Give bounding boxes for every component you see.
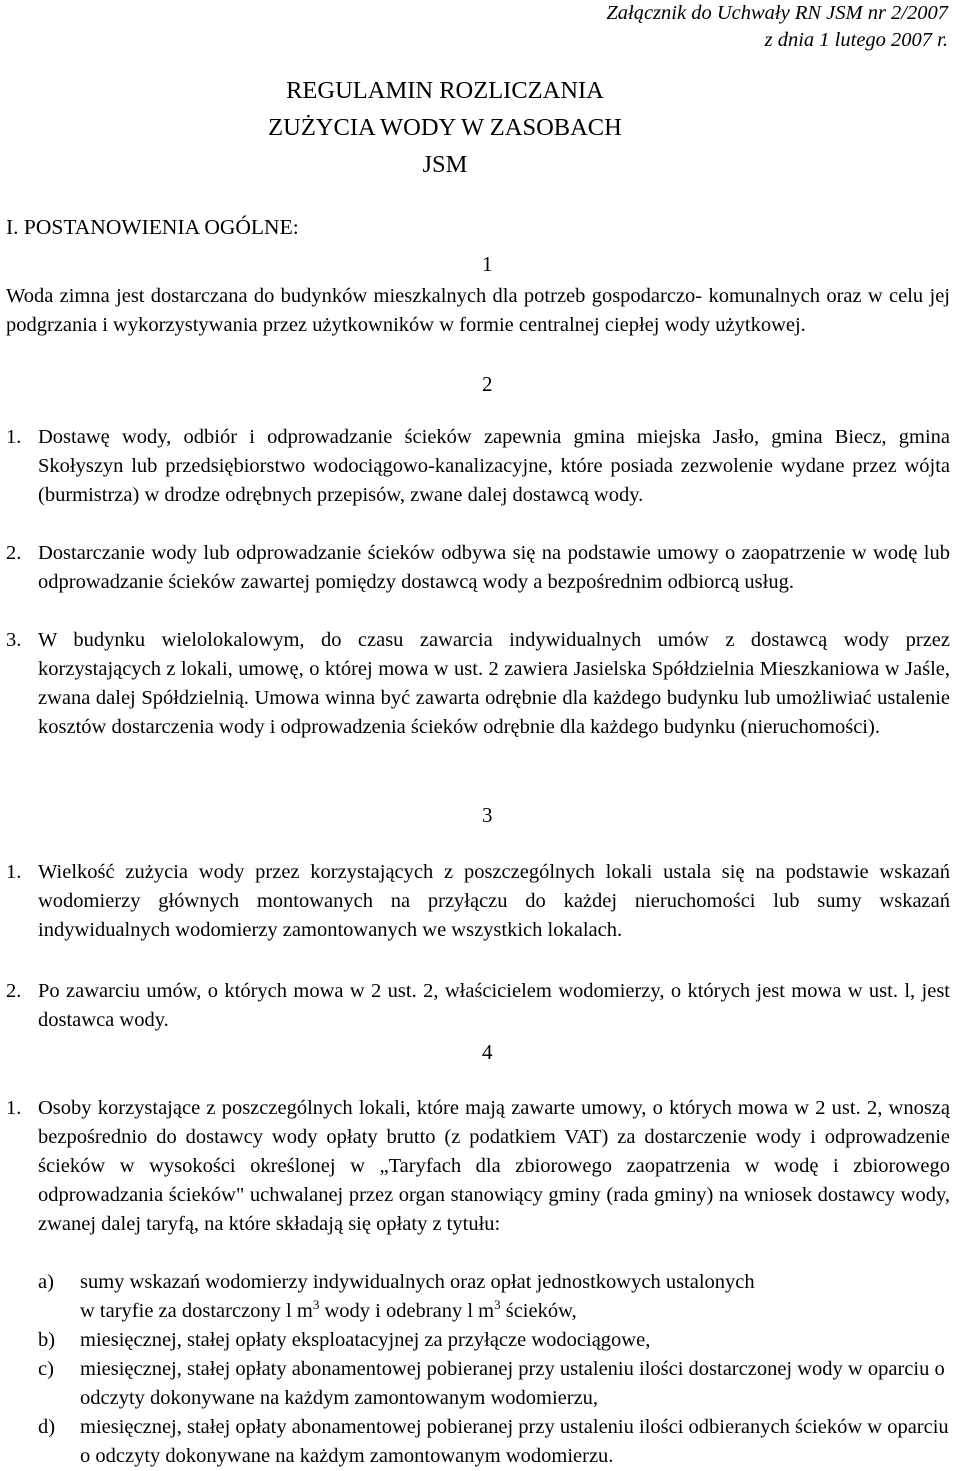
sub-item-a-line-2 xyxy=(80,1297,954,1326)
sub-item-text: miesięcznej, stałej opłaty abonamentowej pobieranej przy ustaleniu ilości dostarczonej wody w oparciu o odczyty dokonywane na każdym zamontowanym wodomierzu, xyxy=(80,1358,945,1409)
sub-item-text xyxy=(80,1268,954,1326)
annex-line-1: Załącznik do Uchwały RN JSM nr 2/2007 xyxy=(606,2,948,24)
list-item xyxy=(6,423,950,510)
list-item-number: 1. xyxy=(6,426,22,448)
list-item xyxy=(6,977,950,1035)
sub-item-label: a) xyxy=(38,1271,54,1293)
list-item xyxy=(6,1094,950,1239)
list-item-number: 1. xyxy=(6,861,22,883)
list-item xyxy=(6,858,950,945)
sub-item-c xyxy=(38,1355,954,1413)
sub-item-a-line-2-post: ścieków, xyxy=(500,1300,577,1322)
sub-item-b xyxy=(38,1326,954,1355)
sub-item-a-line-1: sumy wskazań wodomierzy indywidualnych oraz opłat jednostkowych ustalonych xyxy=(80,1271,755,1293)
list-item-text: Osoby korzystające z poszczególnych lokali, które mają zawarte umowy, o których mowa w 2 ust. 2, wnoszą bezpośrednio do dostawcy wody opłaty brutto (z podatkiem VAT) za dostarczenie wody i odprowadzenie ścieków w wysokości określonej w „Taryfach dla zbiorowego zaopatrzenia w wodę i zbiorowego odprowadzania ścieków" uchwalanej przez organ stanowiący gminy (rada gminy) na wniosek dostawcy wody, zwanej dalej taryfą, na które składają się opłaty z tytułu: xyxy=(38,1097,950,1235)
list-item-text: Dostawę wody, odbiór i odprowadzanie ścieków zapewnia gmina miejska Jasło, gmina Biecz, gmina Skołyszyn lub przedsiębiorstwo wodociągowo-kanalizacyjne, które posiada zezwolenie wydane przez wójta (burmistrza) w drodze odrębnych przepisów, zwane dalej dostawcą wody. xyxy=(38,426,950,506)
annex-line-2: z dnia 1 lutego 2007 r. xyxy=(764,29,948,51)
list-item-text: W budynku wielolokalowym, do czasu zawarcia indywidualnych umów z dostawcą wody przez korzystających z lokali, umowę, o której mowa w ust. 2 zawiera Jasielska Spółdzielnia Mieszkaniowa w Jaśle, zwana dalej Spółdzielnią. Umowa winna być zawarta odrębnie dla każdego budynku lub umożliwiać ustalenie kosztów dostarczenia wody i odprowadzenia ścieków odrębnie dla każdego budynku (nieruchomości). xyxy=(38,629,950,738)
list-item-number: 2. xyxy=(6,980,22,1002)
sub-item-a-line-2-mid: wody i odebrany l m xyxy=(319,1300,495,1322)
section-heading: I. POSTANOWIENIA OGÓLNE: xyxy=(6,215,299,239)
title-line-1: REGULAMIN ROZLICZANIA xyxy=(286,77,604,104)
sub-item-text: miesięcznej, stałej opłaty abonamentowej pobieranej przy ustaleniu ilości odbieranych ścieków w oparciu o odczyty dokonywane na każdym zamontowanym wodomierzu. xyxy=(80,1416,949,1467)
paragraph-mark-4: 4 xyxy=(482,1040,493,1064)
list-item xyxy=(6,539,950,597)
exponent-3: 3 xyxy=(494,1297,501,1312)
paragraph-mark-1: 1 xyxy=(482,252,493,276)
sub-item-label: c) xyxy=(38,1358,54,1380)
sub-item-label: d) xyxy=(38,1416,56,1438)
title-line-2: ZUŻYCIA WODY W ZASOBACH xyxy=(268,114,622,141)
list-item-text: Wielkość zużycia wody przez korzystających z poszczególnych lokali ustala się na podstawie wskazań wodomierzy głównych montowanych na przyłączu do każdej nieruchomości lub sumy wskazań indywidualnych wodomierzy zamontowanych we wszystkich lokalach. xyxy=(38,861,950,941)
sub-item-a-line-2-pre: w taryfie za dostarczony l m xyxy=(80,1300,313,1322)
list-item-number: 1. xyxy=(6,1097,22,1119)
sub-item-a xyxy=(38,1268,954,1326)
annex-note xyxy=(606,0,948,54)
paragraph-mark-3: 3 xyxy=(482,803,493,827)
title-line-3: JSM xyxy=(422,151,468,178)
list-item-number: 3. xyxy=(6,629,22,651)
list-item-text: Po zawarciu umów, o których mowa w 2 ust. 2, właścicielem wodomierzy, o których jest mowa w ust. l, jest dostawca wody. xyxy=(38,980,950,1031)
sub-item-label: b) xyxy=(38,1329,56,1351)
document-title xyxy=(230,72,660,183)
list-item xyxy=(6,626,950,742)
sub-item-d xyxy=(38,1413,954,1471)
list-item-number: 2. xyxy=(6,542,22,564)
exponent-3: 3 xyxy=(312,1297,320,1312)
paragraph-mark-2: 2 xyxy=(482,372,493,396)
list-item-text: Dostarczanie wody lub odprowadzanie ścieków odbywa się na podstawie umowy o zaopatrzenie w wodę lub odprowadzanie ścieków zawartej pomiędzy dostawcą wody a bezpośrednim odbiorcą usług. xyxy=(38,542,950,593)
sub-item-text: miesięcznej, stałej opłaty eksploatacyjnej za przyłącze wodociągowe, xyxy=(80,1329,651,1351)
paragraph-1-text: Woda zimna jest dostarczana do budynków mieszkalnych dla potrzeb gospodarczo- komunalnych oraz w celu jej podgrzania i wykorzystywania przez użytkowników w formie centralnej ciepłej wody użytkowej. xyxy=(6,285,950,336)
